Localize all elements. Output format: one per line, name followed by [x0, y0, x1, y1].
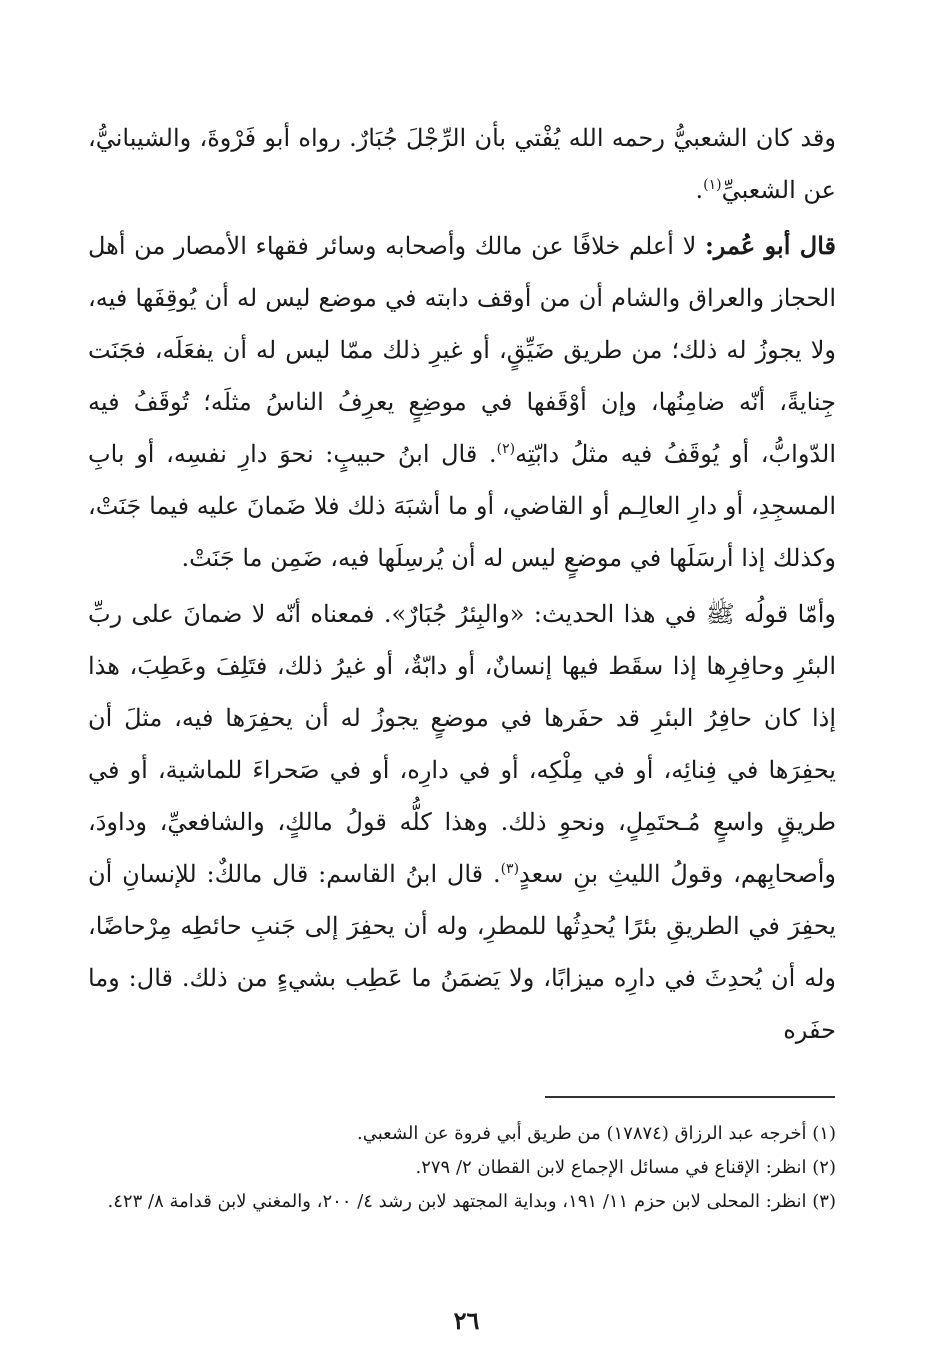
footnote-ref-3: (٣): [500, 861, 520, 877]
page-body: [88, 112, 836, 1056]
paragraph-3-text-a: وأمّا قولُه ﷺ في هذا الحديث: «والبِئرُ جُبَارٌ». فمعناه أنّه لا ضمانَ على ربِّ البئرِ وحافِرِها إذا سقَط فيها إنسانٌ، أو دابّةٌ، أو غيرُ ذلك، فتَلِفَ وعَطِبَ، هذا إذا كان حافِرُ البئرِ قد حفَرها في موضعٍ يجوزُ له أن يحفِرَها فيه، مثلَ أن يحفِرَها في فِنائِه، أو في مِلْكِه، أو في دارِه، أو في صَحراءَ للماشية، أو في طريقٍ واسعٍ مُـحتَمِلٍ، ونحوِ ذلك. وهذا كلُّه قولُ مالكٍ، والشافعيِّ، وداودَ، وأصحابِهم، وقولُ الليثِ بنِ سعدٍ: [88, 600, 836, 888]
paragraph-2: [88, 220, 836, 584]
footnotes: [96, 1118, 836, 1220]
footnote-ref-1: (١): [703, 177, 722, 193]
paragraph-2-text-b: . قال ابنُ حبيبٍ: نحوَ دارِ نفسِه، أو بابِ المسجِدِ، أو دارِ العالِـم أو القاضي، أو ما أشبَهَ ذلك فلا ضَمانَ عليه فيما جَنَتْ، وكذلك إذا أرسَلَها في موضعٍ ليس له أن يُرسِلَها فيه، ضَمِن ما جَنَتْ.: [88, 440, 836, 572]
paragraph-1-text: وقد كان الشعبيُّ رحمه الله يُفْتي بأن الرِّجْلَ جُبَارٌ. رواه أبو فَرْوةَ، والشيبانيُّ، عن الشعبيِّ: [88, 124, 836, 204]
paragraph-3: [88, 588, 836, 1056]
footnote-ref-2: (٢): [496, 441, 516, 457]
paragraph-1-end: .: [695, 176, 704, 204]
footnote-2: (٢) انظر: الإقناع في مسائل الإجماع لابن القطان ٢/ ٢٧٩.: [415, 1157, 836, 1178]
footnote-1: (١) أخرجه عبد الرزاق (١٧٨٧٤) من طريق أبي فروة عن الشعبي.: [357, 1123, 836, 1144]
paragraph-3-text-b: . قال ابنُ القاسم: قال مالكٌ: للإنسانِ أن يحفِرَ في الطريقِ بئرًا يُحدِثُها للمطرِ، وله أن يحفِرَ إلى جَنبِ حائطِه مِرْحاضًا، وله أن يُحدِثَ في دارِه ميزابًا، ولا يَضمَنُ ما عَطِب بشيءٍ من ذلك. قال: وما حفَره: [88, 860, 836, 1044]
paragraph-2-text-a: لا أعلم خلافًا عن مالك وأصحابه وسائر فقهاء الأمصار من أهل الحجاز والعراق والشام أن من أوقف دابته في موضع ليس له أن يُوقِفَها فيه، ولا يجوزُ له ذلك؛ من طريق ضَيِّقٍ، أو غيرِ ذلك ممّا ليس له أن يفعَلَه، فجَنَت جِنايةً، أنّه ضامِنُها، وإن أوْقَفها في موضِعٍ يعرِفُ الناسُ مثلَه؛ تُوقَفُ فيه الدّوابُّ، أو يُوقَفُ فيه مثلُ دابّتِه: [88, 232, 836, 468]
paragraph-2-lead: قال أبو عُمر:: [704, 231, 836, 260]
footnote-3: (٣) انظر: المحلى لابن حزم ١١/ ١٩١، وبداية المجتهد لابن رشد ٤/ ٢٠٠، والمغني لابن قدامة ٨/ ٤٢٣.: [107, 1191, 836, 1212]
page-number: ٢٦: [453, 1306, 480, 1335]
footnote-divider: [545, 1096, 835, 1098]
paragraph-1: [88, 112, 836, 216]
